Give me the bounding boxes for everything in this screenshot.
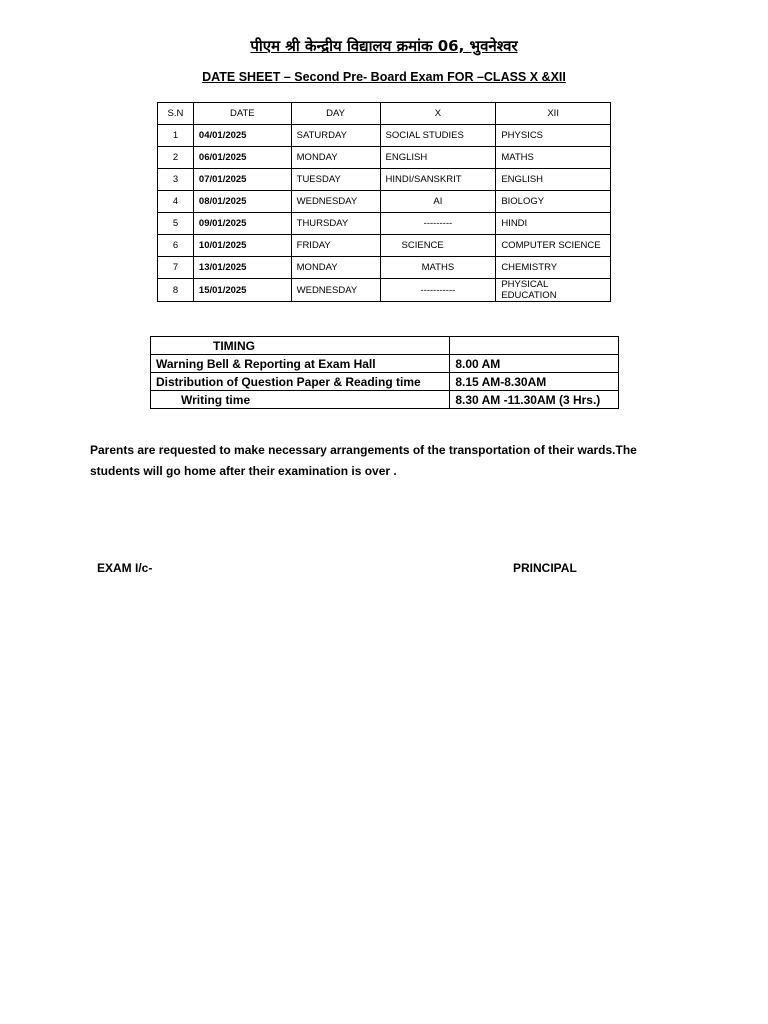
cell-xii: CHEMISTRY bbox=[496, 257, 611, 279]
principal-signature: PRINCIPAL bbox=[513, 561, 577, 575]
column-header-sn: S.N bbox=[158, 103, 194, 125]
school-name: पीएम श्री केन्द्रीय विद्यालय क्रमांक 06, भुवनेश्वर bbox=[250, 37, 518, 55]
date-sheet-title: DATE SHEET – Second Pre- Board Exam FOR –CLASS X &XII bbox=[202, 70, 566, 84]
column-header-day: DAY bbox=[291, 103, 380, 125]
table-row bbox=[158, 169, 611, 191]
timing-header-row bbox=[151, 337, 619, 355]
cell-day: MONDAY bbox=[291, 147, 380, 169]
table-row bbox=[158, 191, 611, 213]
timing-label: Distribution of Question Paper & Reading time bbox=[151, 373, 450, 391]
cell-x: AI bbox=[380, 191, 496, 213]
column-header-date: DATE bbox=[193, 103, 291, 125]
cell-xii: HINDI bbox=[496, 213, 611, 235]
parents-note: Parents are requested to make necessary arrangements of the transportation of their wards.The students will go home after their examination is over . bbox=[90, 443, 637, 478]
cell-xii: PHYSICS bbox=[496, 125, 611, 147]
table-row bbox=[158, 147, 611, 169]
cell-x: ----------- bbox=[380, 279, 496, 302]
cell-day: TUESDAY bbox=[291, 169, 380, 191]
cell-sn: 6 bbox=[158, 235, 194, 257]
table-row bbox=[158, 125, 611, 147]
timing-value: 8.00 AM bbox=[450, 355, 619, 373]
cell-x: HINDI/SANSKRIT bbox=[380, 169, 496, 191]
timing-header: TIMING bbox=[151, 337, 450, 355]
cell-date: 06/01/2025 bbox=[193, 147, 291, 169]
table-row bbox=[158, 213, 611, 235]
cell-sn: 3 bbox=[158, 169, 194, 191]
cell-xii: ENGLISH bbox=[496, 169, 611, 191]
cell-xii: BIOLOGY bbox=[496, 191, 611, 213]
cell-sn: 5 bbox=[158, 213, 194, 235]
cell-date: 08/01/2025 bbox=[193, 191, 291, 213]
timing-label: Writing time bbox=[151, 391, 450, 409]
cell-sn: 4 bbox=[158, 191, 194, 213]
timing-row bbox=[151, 373, 619, 391]
cell-x: SOCIAL STUDIES bbox=[380, 125, 496, 147]
table-row bbox=[158, 257, 611, 279]
timing-label: Warning Bell & Reporting at Exam Hall bbox=[151, 355, 450, 373]
cell-date: 04/01/2025 bbox=[193, 125, 291, 147]
cell-xii: COMPUTER SCIENCE bbox=[496, 235, 611, 257]
timing-value: 8.15 AM-8.30AM bbox=[450, 373, 619, 391]
cell-date: 10/01/2025 bbox=[193, 235, 291, 257]
cell-day: FRIDAY bbox=[291, 235, 380, 257]
cell-day: THURSDAY bbox=[291, 213, 380, 235]
timing-table bbox=[150, 336, 619, 409]
schedule-table bbox=[157, 102, 611, 302]
cell-date: 15/01/2025 bbox=[193, 279, 291, 302]
timing-value: 8.30 AM -11.30AM (3 Hrs.) bbox=[450, 391, 619, 409]
cell-day: WEDNESDAY bbox=[291, 279, 380, 302]
cell-xii: PHYSICAL EDUCATION bbox=[496, 279, 611, 302]
column-header-x: X bbox=[380, 103, 496, 125]
cell-x: ENGLISH bbox=[380, 147, 496, 169]
cell-sn: 2 bbox=[158, 147, 194, 169]
cell-xii: MATHS bbox=[496, 147, 611, 169]
timing-header-blank bbox=[450, 337, 619, 355]
cell-x: SCIENCE bbox=[380, 235, 496, 257]
table-row bbox=[158, 279, 611, 302]
cell-date: 07/01/2025 bbox=[193, 169, 291, 191]
cell-day: MONDAY bbox=[291, 257, 380, 279]
column-header-xii: XII bbox=[496, 103, 611, 125]
cell-sn: 7 bbox=[158, 257, 194, 279]
schedule-header-row bbox=[158, 103, 611, 125]
exam-incharge-signature: EXAM I/c- bbox=[97, 561, 153, 575]
cell-date: 09/01/2025 bbox=[193, 213, 291, 235]
cell-sn: 1 bbox=[158, 125, 194, 147]
cell-x: --------- bbox=[380, 213, 496, 235]
timing-row bbox=[151, 355, 619, 373]
cell-date: 13/01/2025 bbox=[193, 257, 291, 279]
cell-day: SATURDAY bbox=[291, 125, 380, 147]
cell-sn: 8 bbox=[158, 279, 194, 302]
table-row bbox=[158, 235, 611, 257]
timing-row bbox=[151, 391, 619, 409]
cell-day: WEDNESDAY bbox=[291, 191, 380, 213]
cell-x: MATHS bbox=[380, 257, 496, 279]
